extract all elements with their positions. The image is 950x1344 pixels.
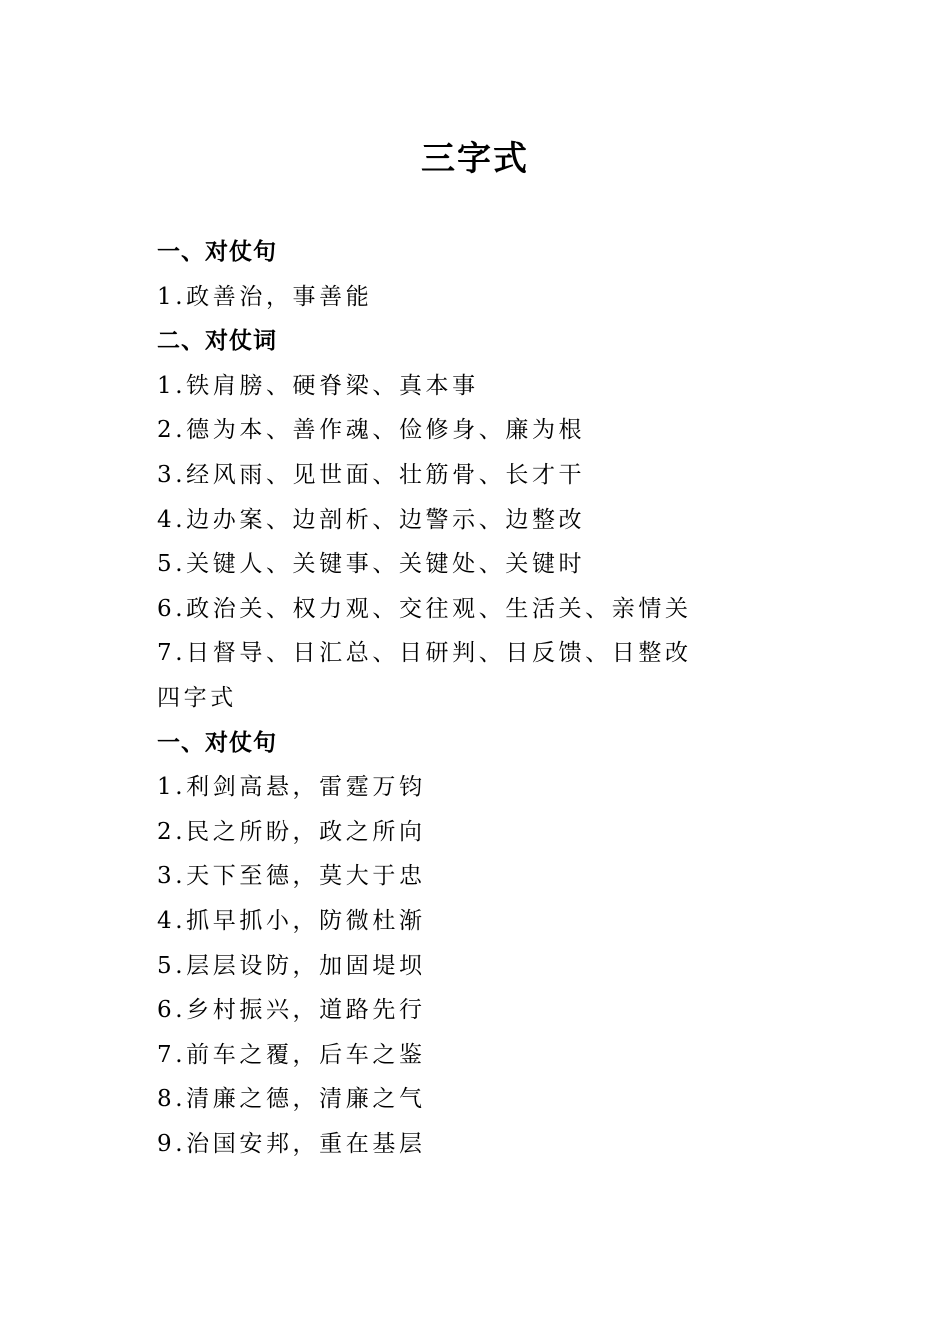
list-item: 6.政治关、权力观、交往观、生活关、亲情关: [157, 595, 692, 622]
list-item: 7.前车之覆，后车之鉴: [157, 1041, 426, 1068]
list-item: 2.德为本、善作魂、俭修身、廉为根: [157, 417, 586, 444]
section-subtitle: 四字式: [157, 684, 237, 711]
list-item: 3.经风雨、见世面、壮筋骨、长才干: [157, 461, 586, 488]
list-item: 4.抓早抓小，防微杜渐: [157, 907, 426, 934]
list-item: 5.层层设防，加固堤坝: [157, 952, 426, 979]
list-item: 3.天下至德，莫大于忠: [157, 863, 426, 890]
list-item: 4.边办案、边剖析、边警示、边整改: [157, 506, 586, 533]
list-item: 1.铁肩膀、硬脊梁、真本事: [157, 372, 479, 399]
list-item: 9.治国安邦，重在基层: [157, 1130, 426, 1157]
page-title: 三字式: [421, 139, 529, 179]
list-item: 7.日督导、日汇总、日研判、日反馈、日整改: [157, 640, 692, 667]
list-item: 2.民之所盼，政之所向: [157, 818, 426, 845]
section-heading: 一、对仗句: [157, 239, 277, 265]
section-heading: 一、对仗句: [157, 729, 277, 756]
list-item: 1.利剑高悬，雷霆万钧: [157, 774, 426, 801]
document-body: [157, 230, 857, 1166]
list-item: 6.乡村振兴，道路先行: [157, 997, 426, 1024]
section-heading: 二、对仗词: [157, 328, 277, 355]
list-item: 5.关键人、关键事、关键处、关键时: [157, 551, 586, 578]
list-item: 1.政善治，事善能: [157, 283, 373, 310]
list-item: 8.清廉之德，清廉之气: [157, 1086, 426, 1113]
